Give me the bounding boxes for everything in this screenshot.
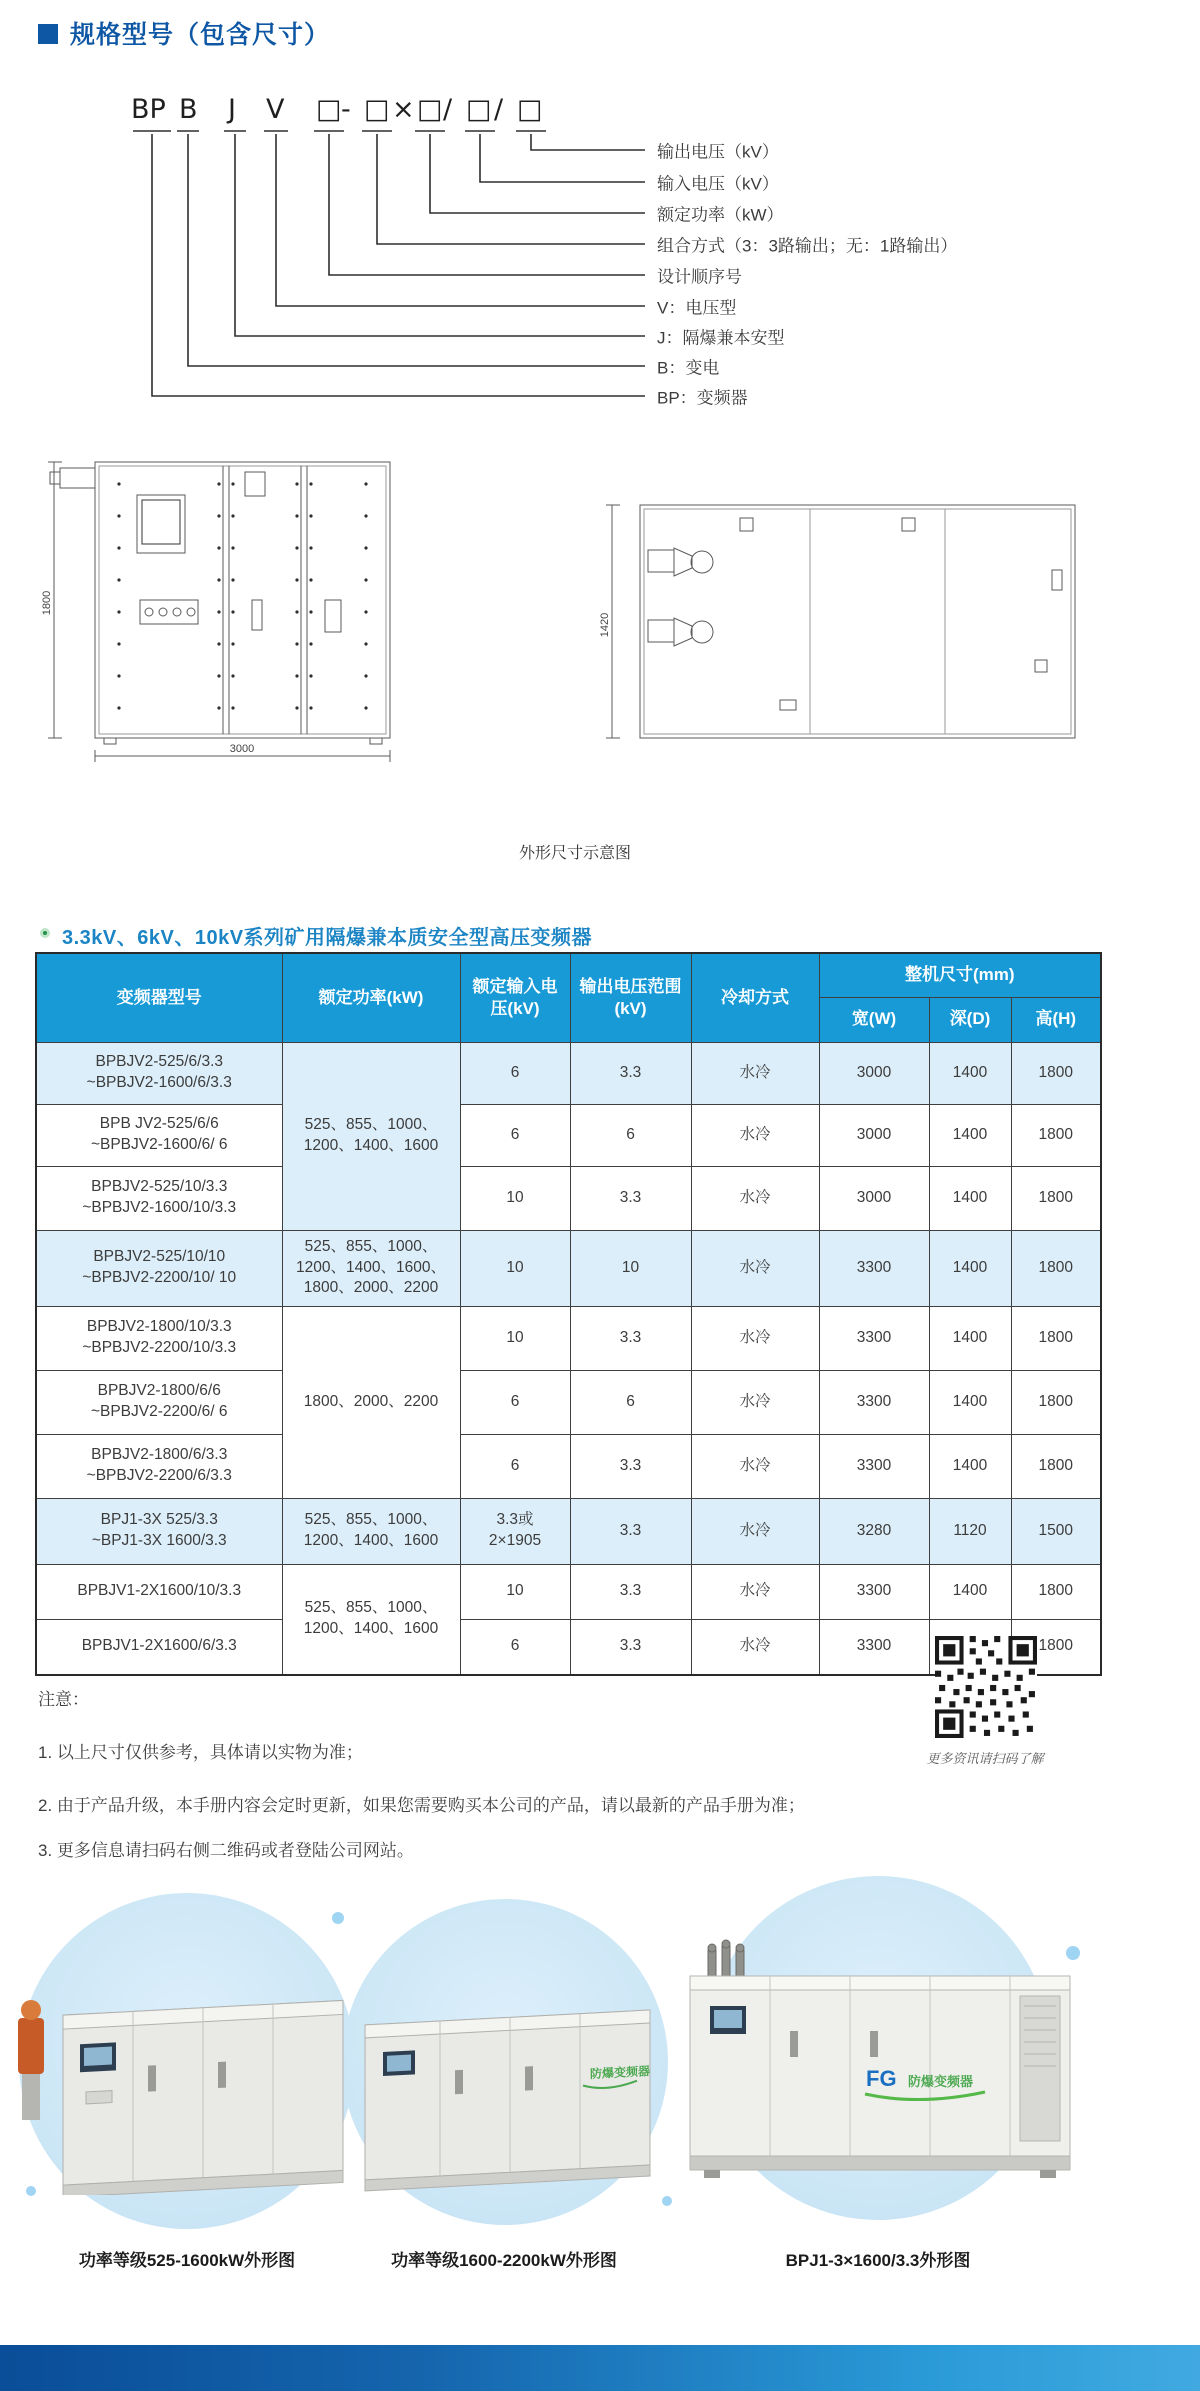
col-header-model: 变频器型号: [36, 953, 282, 1042]
table-cell: 水冷: [691, 1564, 819, 1619]
col-header-depth: 深(D): [929, 997, 1011, 1042]
top-view-drawing: [640, 505, 1075, 738]
table-cell: 6: [460, 1104, 570, 1166]
table-row: [36, 1166, 1101, 1230]
code-label-rated-power: 额定功率（kW）: [657, 205, 784, 225]
table-cell: 1800: [1011, 1306, 1101, 1370]
table-cell: 1400: [929, 1370, 1011, 1434]
code-label-input-voltage: 输入电压（kV）: [657, 174, 779, 194]
code-part-box1: □: [316, 94, 342, 125]
cabinet3-fg-logo: FG: [866, 2066, 897, 2091]
code-part-box5: □: [517, 94, 543, 125]
drawing-caption: 外形尺寸示意图: [518, 845, 631, 862]
table-cell: 1400: [929, 1166, 1011, 1230]
table-cell: 1500: [1011, 1498, 1101, 1564]
col-header-height: 高(H): [1011, 997, 1101, 1042]
table-cell: 3.3: [570, 1042, 691, 1104]
table-cell: 3.3: [570, 1498, 691, 1564]
table-cell: 525、855、1000、 1200、1400、1600: [282, 1498, 460, 1564]
table-cell: BPBJV1-2X1600/6/3.3: [36, 1619, 282, 1675]
table-cell: 1800: [1011, 1370, 1101, 1434]
table-cell: BPBJV2-1800/6/3.3 ~BPBJV2-2200/6/3.3: [36, 1434, 282, 1498]
table-cell: BPBJV2-525/6/3.3 ~BPBJV2-1600/6/3.3: [36, 1042, 282, 1104]
code-part-dash: -: [341, 94, 351, 125]
table-title: 3.3kV、6kV、10kV系列矿用隔爆兼本质安全型高压变频器: [62, 927, 593, 949]
table-cell: BPBJV2-1800/6/6 ~BPBJV2-2200/6/ 6: [36, 1370, 282, 1434]
spec-table: [35, 952, 1102, 1676]
table-cell: 1800: [1011, 1564, 1101, 1619]
table-cell: BPBJV2-525/10/3.3 ~BPBJV2-1600/10/3.3: [36, 1166, 282, 1230]
cabinet2-badge-text: 防爆变频器: [590, 2064, 650, 2082]
code-part-box4: □: [466, 94, 492, 125]
table-cell: 3.3: [570, 1306, 691, 1370]
table-cell: BPJ1-3X 525/3.3 ~BPJ1-3X 1600/3.3: [36, 1498, 282, 1564]
note-item: 3. 更多信息请扫码右侧二维码或者登陆公司网站。: [38, 1841, 414, 1860]
table-cell: 1400: [929, 1434, 1011, 1498]
front-width-dim: 3000: [229, 743, 255, 755]
code-part-j: J: [228, 94, 236, 125]
table-cell: 1800: [1011, 1166, 1101, 1230]
table-row: [36, 1434, 1101, 1498]
front-height-dim: 1800: [41, 590, 53, 616]
table-row: [36, 1498, 1101, 1564]
code-part-bp: BP: [131, 94, 166, 125]
table-cell: 3.3: [570, 1564, 691, 1619]
qr-caption: 更多资讯请扫码了解: [926, 1751, 1044, 1766]
table-cell: BPBJV2-525/10/10 ~BPBJV2-2200/10/ 10: [36, 1230, 282, 1306]
code-part-b: B: [179, 94, 198, 125]
cabinet-illustration-1: [8, 1960, 358, 2195]
table-cell: 6: [460, 1042, 570, 1104]
table-cell: 3300: [819, 1230, 929, 1306]
table-cell: 3300: [819, 1370, 929, 1434]
table-cell: 10: [460, 1166, 570, 1230]
code-part-box2: □: [364, 94, 390, 125]
code-part-slash1: /: [443, 94, 453, 125]
green-bullet-icon: [40, 928, 50, 938]
table-cell: BPB JV2-525/6/6 ~BPBJV2-1600/6/ 6: [36, 1104, 282, 1166]
table-cell: 水冷: [691, 1498, 819, 1564]
table-cell: 10: [570, 1230, 691, 1306]
page-title: 规格型号（包含尺寸）: [70, 21, 331, 49]
table-cell: 525、855、1000、 1200、1400、1600: [282, 1042, 460, 1230]
table-row: [36, 1306, 1101, 1370]
product-caption-1: 功率等级525-1600kW外形图: [78, 2251, 296, 2270]
table-cell: 3000: [819, 1166, 929, 1230]
dimension-drawings: [40, 450, 1110, 780]
table-cell: 1800: [1011, 1230, 1101, 1306]
table-cell: BPBJV1-2X1600/10/3.3: [36, 1564, 282, 1619]
code-label-j: J：隔爆兼本安型: [657, 328, 785, 348]
note-item: 1. 以上尺寸仅供参考，具体请以实物为准；: [38, 1743, 363, 1762]
code-part-slash2: /: [494, 94, 504, 125]
table-cell: 水冷: [691, 1434, 819, 1498]
top-height-dim: 1420: [599, 612, 611, 638]
table-cell: 水冷: [691, 1306, 819, 1370]
table-cell: 1400: [929, 1104, 1011, 1166]
table-cell: 3300: [819, 1564, 929, 1619]
col-header-dims: 整机尺寸(mm): [819, 953, 1101, 997]
table-cell: 3.3: [570, 1166, 691, 1230]
table-cell: 1120: [929, 1498, 1011, 1564]
table-cell: 水冷: [691, 1619, 819, 1675]
table-row: [36, 1230, 1101, 1306]
table-header-row: [36, 953, 1101, 997]
table-cell: 3.3: [570, 1434, 691, 1498]
code-part-v: V: [266, 94, 285, 125]
col-header-width: 宽(W): [819, 997, 929, 1042]
col-header-input: 额定输入电压(kV): [460, 953, 570, 1042]
footer-bar: [0, 2345, 1200, 2391]
table-cell: 水冷: [691, 1104, 819, 1166]
table-cell: 3280: [819, 1498, 929, 1564]
note-item: 2. 由于产品升级，本手册内容会定时更新，如果您需要购买本公司的产品，请以最新的产品手册为准；: [38, 1796, 805, 1815]
table-cell: 1800、2000、2200: [282, 1306, 460, 1498]
product-caption-3: BPJ1-3×1600/3.3外形图: [785, 2251, 971, 2270]
table-cell: 10: [460, 1306, 570, 1370]
table-cell: 水冷: [691, 1042, 819, 1104]
code-label-design-seq: 设计顺序号: [657, 267, 742, 287]
cabinet3-badge-text: 防爆变频器: [908, 2074, 974, 2089]
cabinet-illustration-3: [680, 1936, 1080, 2186]
col-header-power: 额定功率(kW): [282, 953, 460, 1042]
table-cell: 10: [460, 1230, 570, 1306]
table-cell: 1800: [1011, 1104, 1101, 1166]
table-cell: 3300: [819, 1434, 929, 1498]
decorative-dot: [332, 1912, 344, 1924]
table-cell: 3300: [819, 1619, 929, 1675]
table-cell: 水冷: [691, 1166, 819, 1230]
notes-title: 注意：: [38, 1690, 89, 1709]
product-caption-2: 功率等级1600-2200kW外形图: [391, 2251, 617, 2270]
qr-code: [935, 1636, 1037, 1738]
table-cell: 水冷: [691, 1230, 819, 1306]
table-cell: 6: [570, 1370, 691, 1434]
col-header-cooling: 冷却方式: [691, 953, 819, 1042]
table-cell: 3300: [819, 1306, 929, 1370]
table-row: [36, 1104, 1101, 1166]
table-cell: 3000: [819, 1104, 929, 1166]
table-cell: 水冷: [691, 1370, 819, 1434]
table-cell: 1400: [929, 1042, 1011, 1104]
front-view-drawing: [50, 462, 390, 744]
code-label-bp: BP：变频器: [657, 388, 748, 408]
code-label-output-voltage: 输出电压（kV）: [657, 142, 779, 162]
cabinet-illustration-2: [345, 1982, 665, 2192]
table-cell: 3.3: [570, 1619, 691, 1675]
table-cell: 1800: [1011, 1619, 1101, 1675]
table-cell: 1400: [929, 1306, 1011, 1370]
table-cell: 525、855、1000、 1200、1400、1600: [282, 1564, 460, 1675]
table-cell: 6: [570, 1104, 691, 1166]
table-cell: 1800: [1011, 1042, 1101, 1104]
code-label-combination: 组合方式（3：3路输出；无：1路输出）: [657, 236, 958, 256]
table-row: [36, 1564, 1101, 1619]
table-row: [36, 1370, 1101, 1434]
code-label-b: B：变电: [657, 358, 720, 378]
table-cell: 1800: [1011, 1434, 1101, 1498]
table-cell: 525、855、1000、 1200、1400、1600、 1800、2000、2200: [282, 1230, 460, 1306]
table-cell: 6: [460, 1434, 570, 1498]
qr-code-image: [935, 1636, 1037, 1738]
table-cell: 3000: [819, 1042, 929, 1104]
code-part-box3: □: [417, 94, 443, 125]
table-cell: 3.3或 2×1905: [460, 1498, 570, 1564]
table-cell: 1400: [929, 1564, 1011, 1619]
table-cell: 1400: [929, 1230, 1011, 1306]
code-part-times: ×: [392, 94, 415, 125]
table-cell: BPBJV2-1800/10/3.3 ~BPBJV2-2200/10/3.3: [36, 1306, 282, 1370]
front-view-bolts: [117, 482, 367, 709]
model-code-connector-lines: [0, 0, 1200, 430]
table-cell: 6: [460, 1619, 570, 1675]
decorative-dot: [662, 2196, 672, 2206]
code-label-v: V：电压型: [657, 298, 737, 318]
table-cell: 6: [460, 1370, 570, 1434]
table-row: [36, 1042, 1101, 1104]
col-header-output: 输出电压范围(kV): [570, 953, 691, 1042]
table-cell: 10: [460, 1564, 570, 1619]
